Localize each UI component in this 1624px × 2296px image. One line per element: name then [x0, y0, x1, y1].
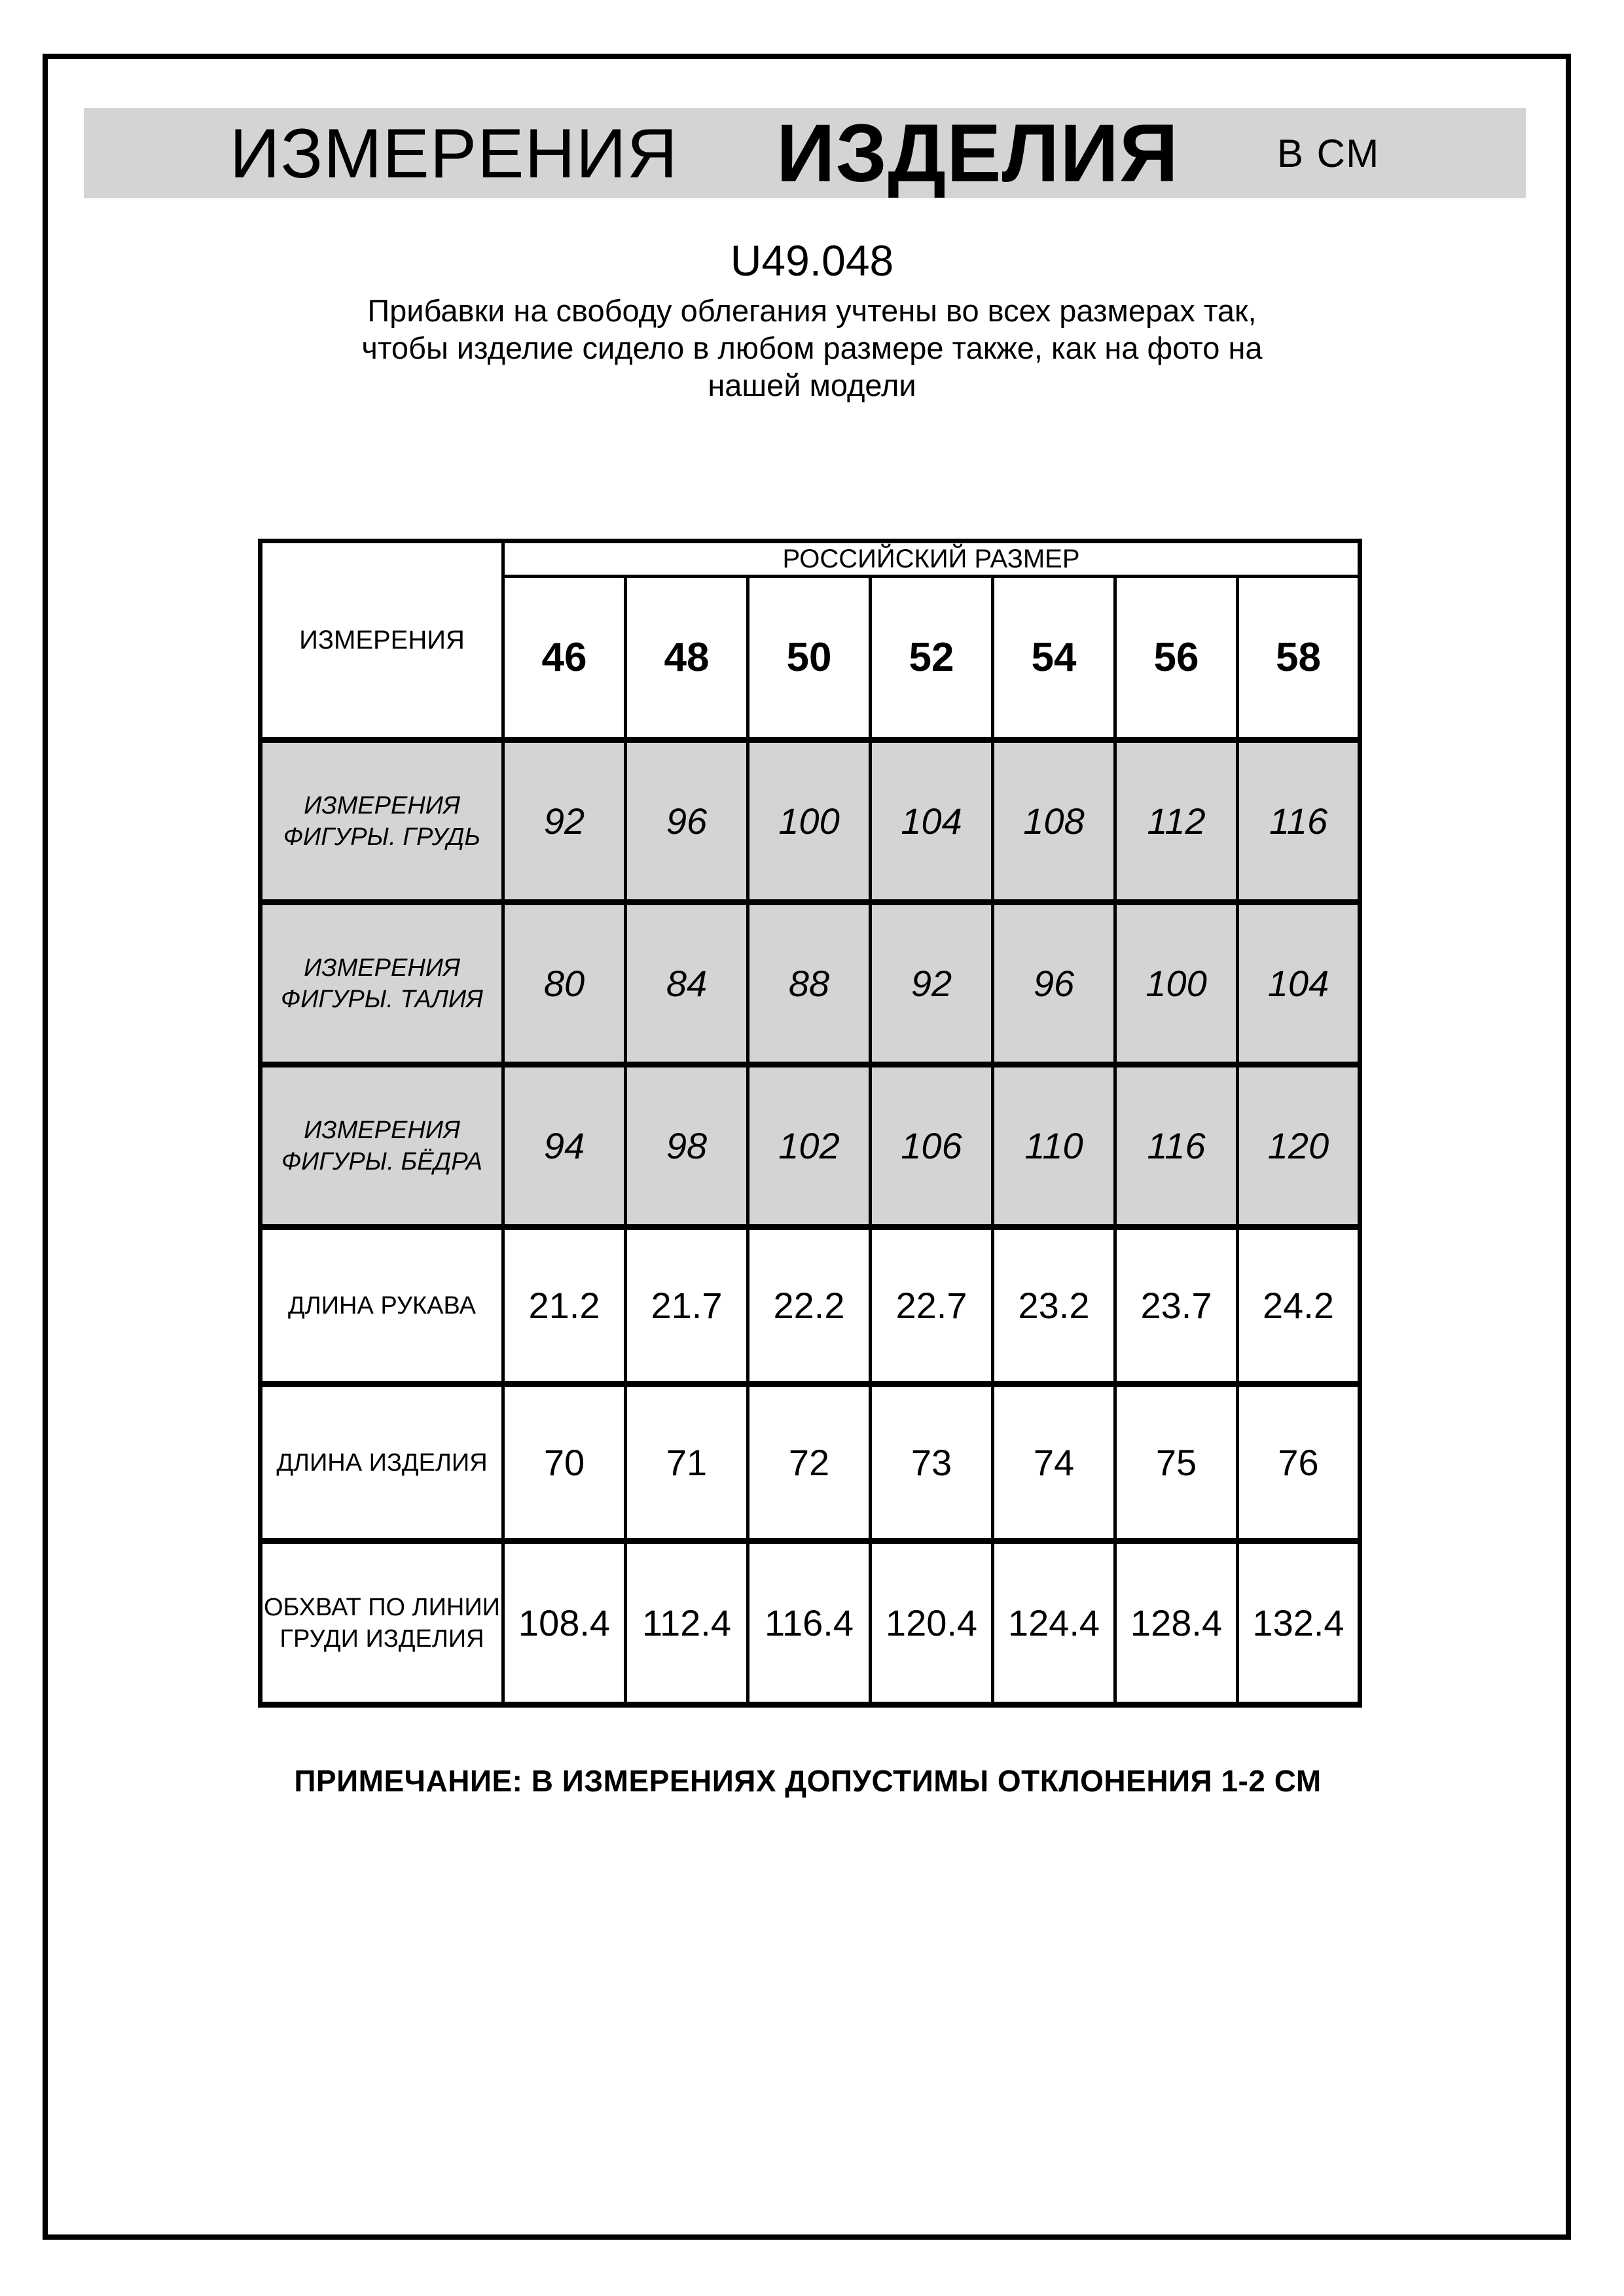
value-cell: 24.2	[1238, 1227, 1360, 1384]
table-row-garment-length	[261, 1384, 1360, 1541]
value-cell: 96	[993, 903, 1115, 1065]
table-row-sleeve-length	[261, 1227, 1360, 1384]
value-cell: 22.2	[748, 1227, 871, 1384]
title-banner	[84, 108, 1526, 198]
title-unit-cm: В СМ	[1276, 131, 1380, 175]
value-cell: 112.4	[626, 1541, 748, 1705]
value-cell: 23.2	[993, 1227, 1115, 1384]
size-col-header: 48	[626, 577, 748, 740]
row-label: ИЗМЕРЕНИЯ ФИГУРЫ. БЁДРА	[261, 1065, 503, 1227]
row-label: ОБХВАТ ПО ЛИНИИ ГРУДИ ИЗДЕЛИЯ	[261, 1541, 503, 1705]
value-cell: 84	[626, 903, 748, 1065]
value-cell: 102	[748, 1065, 871, 1227]
size-table	[258, 539, 1362, 1708]
value-cell: 128.4	[1115, 1541, 1238, 1705]
value-cell: 98	[626, 1065, 748, 1227]
value-cell: 124.4	[993, 1541, 1115, 1705]
subtitle-line-3: нашей модели	[708, 368, 916, 403]
value-cell: 76	[1238, 1384, 1360, 1541]
value-cell: 108	[993, 740, 1115, 903]
title-word-measurements: ИЗМЕРЕНИЯ	[229, 114, 678, 192]
value-cell: 106	[871, 1065, 993, 1227]
value-cell: 75	[1115, 1384, 1238, 1541]
value-cell: 96	[626, 740, 748, 903]
value-cell: 94	[503, 1065, 626, 1227]
size-col-header: 50	[748, 577, 871, 740]
row-label: ИЗМЕРЕНИЯ ФИГУРЫ. ГРУДЬ	[261, 740, 503, 903]
measurements-column-header: ИЗМЕРЕНИЯ	[261, 541, 503, 740]
subtitle-line-2: чтобы изделие сидело в любом размере также, как на фото на	[361, 331, 1263, 365]
table-row-chest-girth	[261, 1541, 1360, 1705]
value-cell: 104	[1238, 903, 1360, 1065]
value-cell: 21.2	[503, 1227, 626, 1384]
row-label: ДЛИНА ИЗДЕЛИЯ	[261, 1384, 503, 1541]
value-cell: 112	[1115, 740, 1238, 903]
value-cell: 116	[1115, 1065, 1238, 1227]
value-cell: 74	[993, 1384, 1115, 1541]
row-label: ИЗМЕРЕНИЯ ФИГУРЫ. ТАЛИЯ	[261, 903, 503, 1065]
value-cell: 116.4	[748, 1541, 871, 1705]
value-cell: 110	[993, 1065, 1115, 1227]
subtitle-line-1: Прибавки на свободу облегания учтены во всех размерах так,	[367, 293, 1257, 328]
table-row-waist	[261, 903, 1360, 1065]
value-cell: 71	[626, 1384, 748, 1541]
size-col-header: 56	[1115, 577, 1238, 740]
value-cell: 132.4	[1238, 1541, 1360, 1705]
value-cell: 22.7	[871, 1227, 993, 1384]
value-cell: 92	[871, 903, 993, 1065]
value-cell: 70	[503, 1384, 626, 1541]
value-cell: 108.4	[503, 1541, 626, 1705]
size-col-header: 52	[871, 577, 993, 740]
value-cell: 92	[503, 740, 626, 903]
value-cell: 116	[1238, 740, 1360, 903]
value-cell: 21.7	[626, 1227, 748, 1384]
product-code: U49.048	[730, 236, 894, 285]
value-cell: 104	[871, 740, 993, 903]
value-cell: 100	[1115, 903, 1238, 1065]
value-cell: 23.7	[1115, 1227, 1238, 1384]
subtitle	[0, 292, 1624, 404]
size-col-header: 58	[1238, 577, 1360, 740]
table-header-row	[261, 541, 1360, 577]
row-label: ДЛИНА РУКАВА	[261, 1227, 503, 1384]
value-cell: 80	[503, 903, 626, 1065]
value-cell: 88	[748, 903, 871, 1065]
russian-size-group-header: РОССИЙСКИЙ РАЗМЕР	[503, 541, 1360, 577]
table-row-hips	[261, 1065, 1360, 1227]
value-cell: 120.4	[871, 1541, 993, 1705]
value-cell: 100	[748, 740, 871, 903]
size-col-header: 46	[503, 577, 626, 740]
value-cell: 72	[748, 1384, 871, 1541]
tolerance-note: ПРИМЕЧАНИЕ: В ИЗМЕРЕНИЯХ ДОПУСТИМЫ ОТКЛОНЕНИЯ 1-2 СМ	[294, 1764, 1322, 1798]
value-cell: 120	[1238, 1065, 1360, 1227]
table-row-chest	[261, 740, 1360, 903]
value-cell: 73	[871, 1384, 993, 1541]
size-col-header: 54	[993, 577, 1115, 740]
title-word-product: ИЗДЕЛИЯ	[776, 107, 1179, 199]
